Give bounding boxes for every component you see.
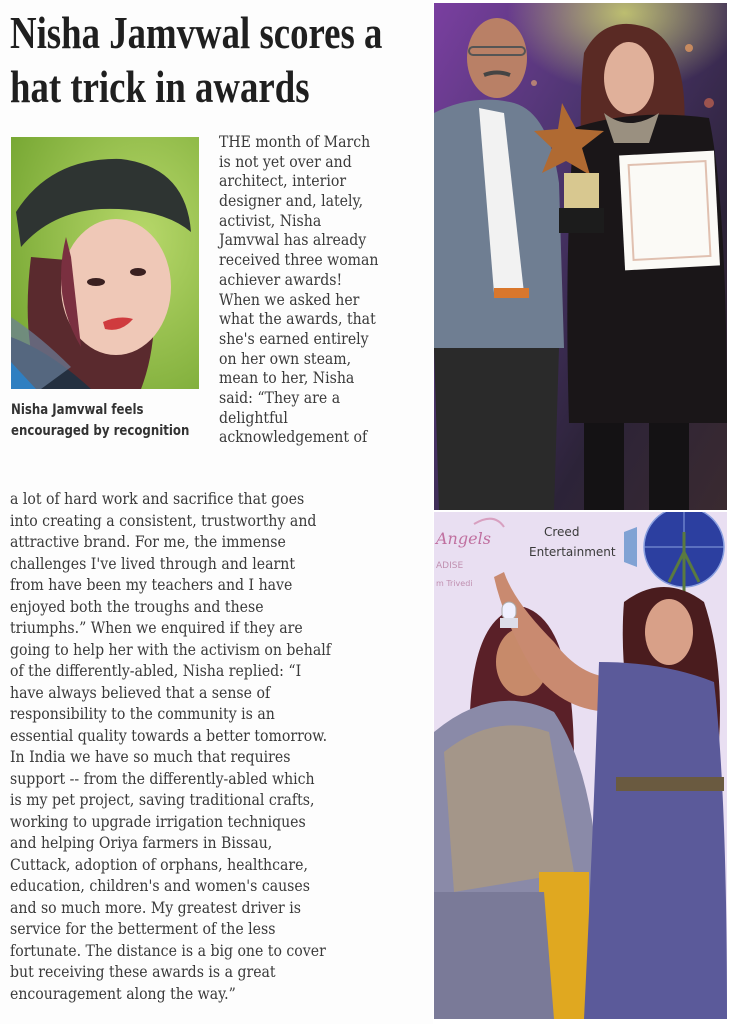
text-line: essential quality towards a better tomorrow. bbox=[10, 725, 328, 745]
text-line: triumphs.” When we enquired if they are bbox=[10, 618, 303, 637]
text-line: mean to her, Nisha bbox=[219, 368, 355, 388]
portrait-photo bbox=[11, 137, 199, 389]
text-line: activist, Nisha bbox=[219, 210, 322, 230]
headline-line-2: hat trick in awards bbox=[10, 61, 310, 112]
award-celebration-photo bbox=[434, 512, 727, 1019]
award-ceremony-illustration bbox=[434, 3, 727, 510]
text-line: challenges I've lived through and learnt bbox=[10, 553, 295, 573]
text-line: architect, interior bbox=[219, 171, 347, 191]
sponsor-line-2: Entertainment bbox=[529, 545, 616, 559]
text-line: is not yet over and bbox=[219, 151, 352, 171]
portrait-caption: Nisha Jamvwal feels encouraged by recognition bbox=[11, 402, 190, 439]
text-line: acknowledgement of bbox=[219, 427, 368, 447]
text-line: When we asked her bbox=[219, 289, 360, 309]
text-line: attractive brand. For me, the immense bbox=[10, 532, 286, 551]
text-line: delightful bbox=[219, 407, 288, 427]
text-line: on her own steam, bbox=[219, 348, 352, 368]
text-line: support -- from the differently-abled which bbox=[10, 768, 315, 788]
article-body bbox=[10, 488, 424, 1004]
article-column bbox=[219, 132, 426, 447]
text-line: said: “They are a bbox=[219, 387, 341, 407]
text-line: THE month of March bbox=[219, 132, 371, 151]
text-line: education, children's and women's causes bbox=[10, 876, 310, 895]
text-line: of the differently-abled, Nisha replied: “I bbox=[10, 661, 302, 680]
text-line: designer and, lately, bbox=[219, 191, 364, 211]
text-line: she's earned entirely bbox=[219, 328, 369, 348]
text-line: but receiving these awards is a great bbox=[10, 962, 276, 981]
text-line: into creating a consistent, trustworthy and bbox=[10, 510, 317, 530]
text-line: In India we have so much that requires bbox=[10, 747, 291, 766]
left-logo-sub: ADISE bbox=[436, 561, 464, 571]
sponsor-line-1: Creed bbox=[544, 525, 580, 539]
text-line: Jamvwal has already bbox=[219, 230, 367, 250]
left-logo-name: m Trivedi bbox=[436, 579, 473, 588]
award-ceremony-photo bbox=[434, 3, 727, 510]
text-line: received three woman bbox=[219, 250, 379, 270]
text-line: encouragement along the way.” bbox=[10, 983, 236, 1003]
award-celebration-illustration bbox=[434, 512, 727, 1019]
text-line: enjoyed both the troughs and these bbox=[10, 596, 264, 616]
text-line: going to help her with the activism on behalf bbox=[10, 639, 331, 659]
text-line: fortunate. The distance is a big one to cover bbox=[10, 940, 326, 960]
text-line: working to upgrade irrigation techniques bbox=[10, 811, 306, 831]
headline-line-1: Nisha Jamvwal scores a bbox=[10, 7, 383, 58]
portrait-illustration bbox=[11, 137, 199, 389]
text-line: from have been my teachers and I have bbox=[10, 575, 293, 594]
text-line: Cuttack, adoption of orphans, healthcare, bbox=[10, 854, 308, 874]
text-line: a lot of hard work and sacrifice that goes bbox=[10, 489, 305, 508]
text-line: responsibility to the community is an bbox=[10, 704, 275, 723]
text-line: service for the betterment of the less bbox=[10, 919, 276, 938]
headline bbox=[10, 6, 410, 118]
text-line: and helping Oriya farmers in Bissau, bbox=[10, 833, 273, 852]
text-line: achiever awards! bbox=[219, 269, 343, 289]
text-line: is my pet project, saving traditional crafts, bbox=[10, 790, 315, 809]
text-line: and so much more. My greatest driver is bbox=[10, 897, 301, 917]
text-line: what the awards, that bbox=[219, 309, 376, 329]
text-line: have always believed that a sense of bbox=[10, 682, 271, 702]
left-logo-script: Angels bbox=[436, 529, 491, 548]
